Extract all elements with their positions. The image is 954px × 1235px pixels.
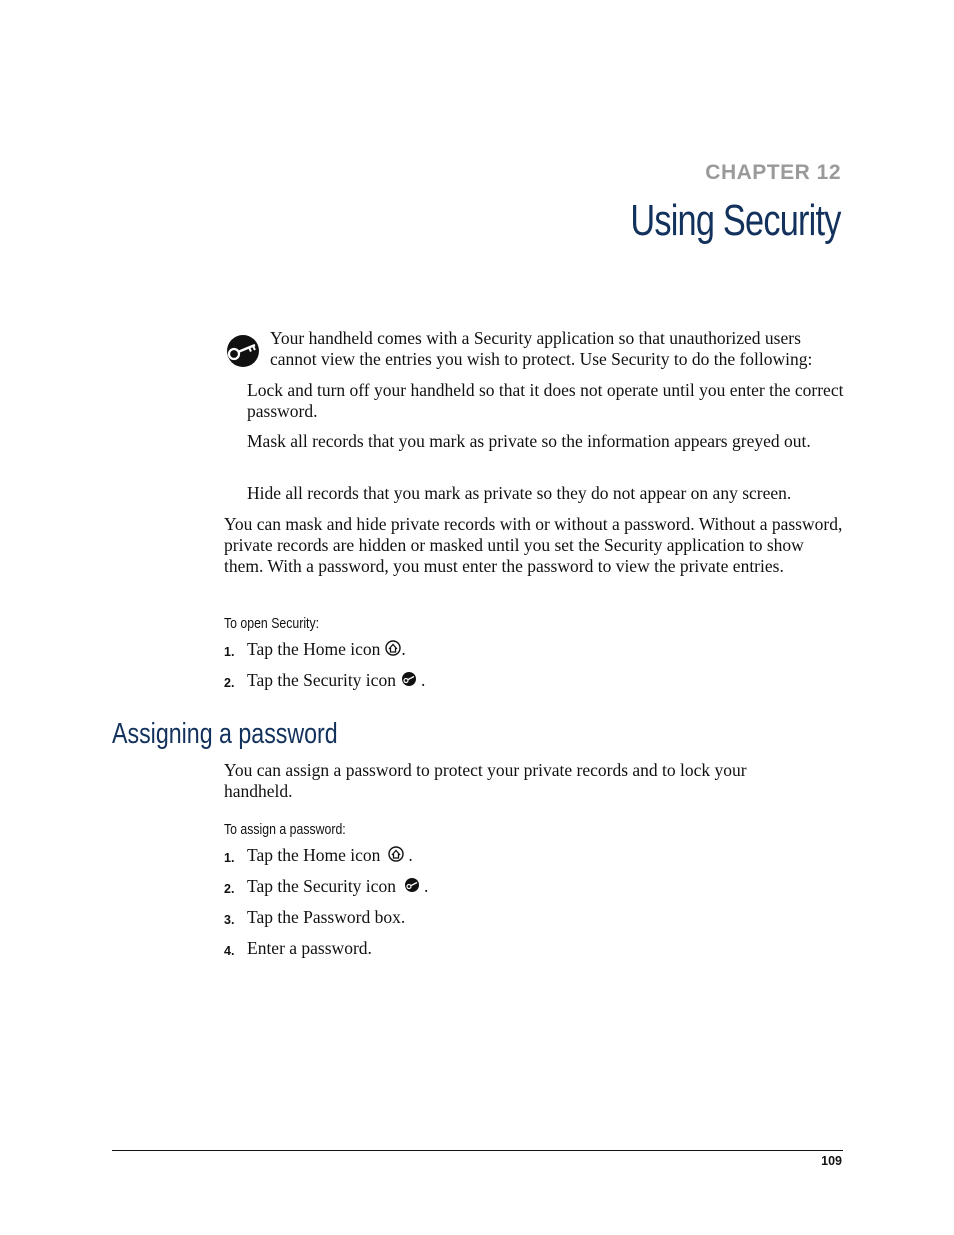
step-end: . [401, 639, 406, 659]
procedure-heading: To assign a password: [224, 821, 346, 838]
step-text: Tap the Password box. [247, 907, 406, 927]
step-item [224, 907, 844, 931]
procedure-heading: To open Security: [224, 615, 320, 632]
step-text: Tap the Home icon [247, 639, 381, 659]
security-icon [404, 877, 420, 893]
step-item [224, 845, 844, 869]
intro-text: Your handheld comes with a Security application so that unauthorized users cannot view the entries you wish to protect. Use Security to do the following: [270, 328, 813, 369]
step-text: Tap the Home icon [247, 845, 381, 865]
bullet-item: Mask all records that you mark as private so the information appears greyed out. [247, 431, 811, 451]
bullet-item: Lock and turn off your handheld so that it does not operate until you enter the correct password. [247, 380, 844, 421]
step-end: . [408, 845, 413, 865]
chapter-title: Using Security [630, 196, 841, 245]
section-title: Assigning a password [112, 718, 338, 750]
footer-rule [112, 1150, 843, 1151]
step-text: Enter a password. [247, 938, 372, 958]
section-paragraph: You can assign a password to protect your private records and to lock your handheld. [224, 760, 747, 801]
step-text: Tap the Security icon [247, 876, 396, 896]
home-icon [388, 846, 404, 862]
step-end: . [420, 670, 426, 690]
home-icon [385, 640, 401, 656]
step-item [224, 876, 844, 900]
security-icon [401, 671, 417, 687]
step-number: 1. [224, 851, 235, 865]
key-icon [224, 334, 262, 368]
step-number: 4. [224, 944, 235, 958]
step-number: 2. [224, 882, 235, 896]
step-item [224, 938, 844, 962]
step-item [224, 670, 844, 694]
bullet-item: Hide all records that you mark as private so they do not appear on any screen. [247, 483, 792, 503]
step-number: 1. [224, 645, 235, 659]
step-text: Tap the Security icon [247, 670, 396, 690]
step-number: 3. [224, 913, 235, 927]
step-number: 2. [224, 676, 235, 690]
step-end: . [423, 876, 429, 896]
step-item [224, 639, 844, 663]
page-number: 109 [821, 1154, 842, 1168]
chapter-label: CHAPTER 12 [705, 161, 841, 184]
intro-paragraph: You can mask and hide private records with or without a password. Without a password, private records are hidden or masked until you set the Security application to show them. With a password, you must enter the password to view the private entries. [224, 514, 843, 576]
